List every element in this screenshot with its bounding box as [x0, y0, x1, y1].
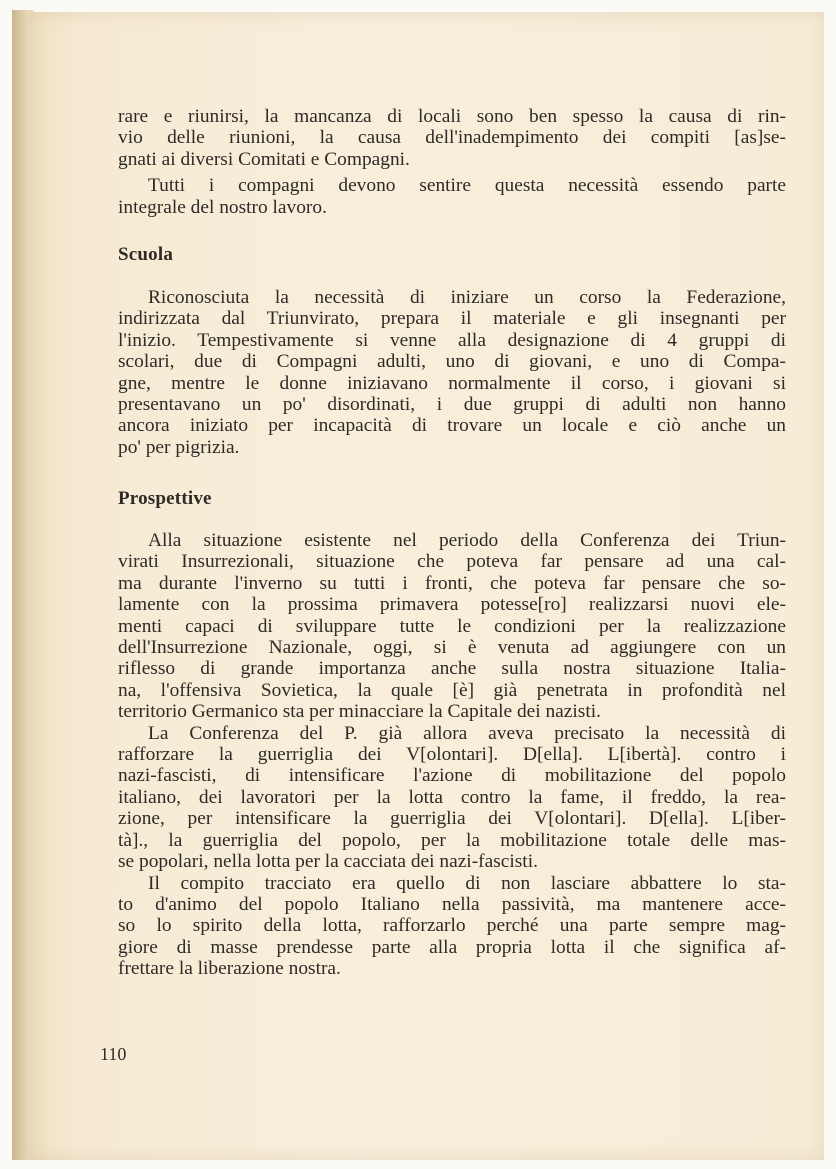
text-line: territorio Germanico sta per minacciare la Capitale dei nazisti.: [118, 701, 601, 723]
text-line: po' per pigrizia.: [118, 436, 240, 458]
text-line: dell'Insurrezione Nazionale, oggi, si è venuta ad aggiungere con un: [118, 637, 786, 659]
text-line: lamente con la prossima primavera potesse[ro] realizzarsi nuovi ele-: [118, 594, 786, 616]
text-line: Tutti i compagni devono sentire questa necessità essendo parte: [148, 175, 786, 197]
text-line: nazi-fascisti, di intensificare l'azione di mobilitazione del popolo: [118, 765, 786, 787]
text-line: italiano, dei lavoratori per la lotta contro la fame, il freddo, la rea-: [118, 786, 786, 808]
text-line: La Conferenza del P. già allora aveva precisato la necessità di: [148, 722, 786, 744]
section-scuola-paragraph: [118, 287, 786, 458]
text-line: vio delle riunioni, la causa dell'inadempimento dei compiti [as]se-: [118, 127, 786, 149]
text-line: Riconosciuta la necessità di iniziare un corso la Federazione,: [148, 287, 786, 308]
text-line: rare e riunirsi, la mancanza di locali sono ben spesso la causa di rin-: [118, 106, 786, 127]
text-line: menti capaci di sviluppare tutte le condizioni per la realizzazione: [118, 615, 786, 637]
text-line: presentavano un po' disordinati, i due gruppi di adulti non hanno: [118, 394, 786, 416]
text-line: riflesso di grande importanza anche sulla nostra situazione Italia-: [118, 658, 786, 680]
text-line: na, l'offensiva Sovietica, la quale [è] già penetrata in profondità nel: [118, 679, 786, 701]
text-line: indirizzata dal Triunvirato, prepara il materiale e gli insegnanti per: [118, 308, 786, 330]
text-line: se popolari, nella lotta per la cacciata dei nazi-fascisti.: [118, 851, 538, 873]
intro-paragraph: [118, 106, 786, 218]
text-line: rafforzare la guerriglia dei V[olontari]. D[ella]. L[ibertà]. contro i: [118, 744, 786, 766]
text-line: giore di masse prendesse parte alla propria lotta il che significa af-: [118, 936, 786, 958]
text-line: zione, per intensificare la guerriglia dei V[olontari]. D[ella]. L[iber-: [118, 808, 786, 830]
section-heading-scuola: Scuola: [118, 244, 174, 265]
text-line: l'inizio. Tempestivamente si venne alla designazione di 4 gruppi di: [118, 329, 786, 351]
text-line: Alla situazione esistente nel periodo della Conferenza dei Triun-: [148, 530, 786, 551]
text-line: frettare la liberazione nostra.: [118, 958, 341, 980]
text-line: integrale del nostro lavoro.: [118, 196, 327, 218]
text-line: so lo spirito della lotta, rafforzarlo perché una parte sempre mag-: [118, 915, 786, 937]
text-line: tà]., la guerriglia del popolo, per la mobilitazione totale delle mas-: [118, 829, 786, 851]
text-line: Il compito tracciato era quello di non lasciare abbattere lo sta-: [148, 872, 786, 894]
text-line: to d'animo del popolo Italiano nella passività, ma mantenere acce-: [118, 893, 786, 915]
section-prospettive-paragraph: [118, 530, 786, 980]
text-line: scolari, due di Compagni adulti, uno di giovani, e uno di Compa-: [118, 351, 786, 373]
page-number: 110: [100, 1044, 127, 1064]
text-line: ancora iniziato per incapacità di trovare un locale e ciò anche un: [118, 415, 786, 437]
text-line: virati Insurrezionali, situazione che poteva far pensare ad una cal-: [118, 551, 786, 573]
section-heading-prospettive: Prospettive: [118, 488, 212, 509]
text-line: gnati ai diversi Comitati e Compagni.: [118, 148, 410, 170]
text-line: ma durante l'inverno su tutti i fronti, che poteva far pensare che so-: [118, 572, 786, 594]
text-line: gne, mentre le donne iniziavano normalmente il corso, i giovani si: [118, 372, 786, 394]
